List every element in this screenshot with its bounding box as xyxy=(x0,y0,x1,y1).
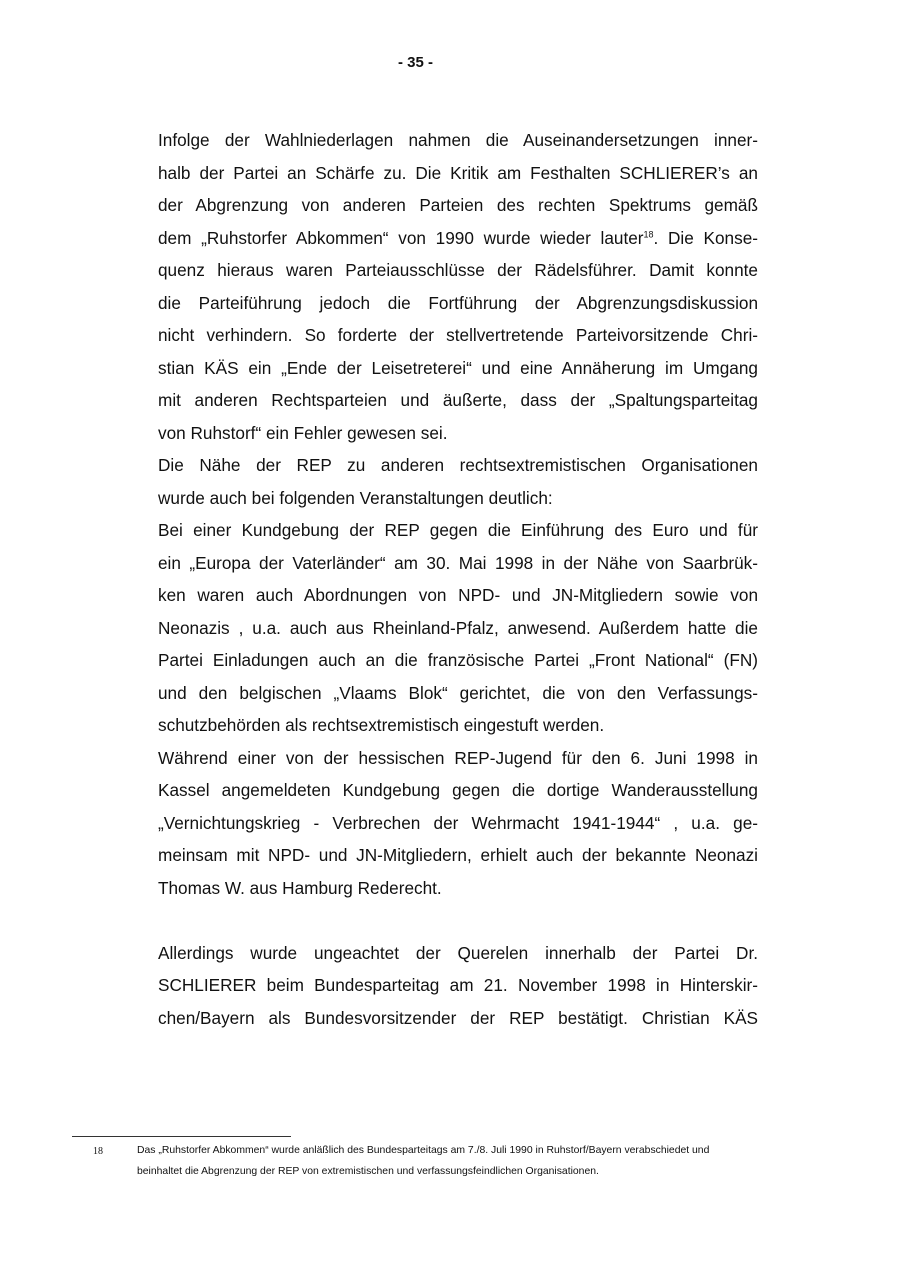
text-line: Infolge der Wahlniederlagen nahmen die Auseinandersetzungen inner- xyxy=(158,130,758,150)
footnote-number: 18 xyxy=(93,1146,103,1157)
text-line: halb der Partei an Schärfe zu. Die Kritik am Festhalten SCHLIERER’s an xyxy=(158,162,758,183)
text-line: Während einer von der hessischen REP-Jugend für den 6. Juni 1998 in xyxy=(158,747,758,768)
paragraph-spacer xyxy=(158,904,758,937)
text-line: Partei Einladungen auch an die französische Partei „Front National“ (FN) xyxy=(158,650,758,670)
text-line: ken waren auch Abordnungen von NPD- und JN-Mitgliedern sowie von xyxy=(158,585,758,605)
text-segment: dem „Ruhstorfer Abkommen“ von 1990 wurde wieder lauter xyxy=(158,227,644,248)
text-line: ein „Europa der Vaterländer“ am 30. Mai 1998 in der Nähe von Saarbrük- xyxy=(158,552,758,573)
text-line: Neonazis , u.a. auch aus Rheinland-Pfalz, anwesend. Außerdem hatte die xyxy=(158,617,758,638)
text-line: stian KÄS ein „Ende der Leisetreterei“ und eine Annäherung im Umgang xyxy=(158,357,758,378)
text-line: die Parteiführung jedoch die Fortführung der Abgrenzungsdiskussion xyxy=(158,292,758,313)
text-line: Bei einer Kundgebung der REP gegen die Einführung des Euro und für xyxy=(158,520,758,540)
footnote-line: beinhaltet die Abgrenzung der REP von extremistischen und verfassungsfeindlichen Organisationen. xyxy=(137,1166,599,1177)
text-line: Allerdings wurde ungeachtet der Querelen innerhalb der Partei Dr. xyxy=(158,942,758,963)
text-line: Thomas W. aus Hamburg Rederecht. xyxy=(158,877,442,898)
body-text xyxy=(158,124,758,1034)
text-line: nicht verhindern. So forderte der stellvertretende Parteivorsitzende Chri- xyxy=(158,325,758,345)
text-line: mit anderen Rechtsparteien und äußerte, dass der „Spaltungsparteitag xyxy=(158,390,758,410)
footnote-text xyxy=(137,1140,767,1182)
text-line: Kassel angemeldeten Kundgebung gegen die dortige Wanderausstellung xyxy=(158,780,758,800)
text-line: chen/Bayern als Bundesvorsitzender der REP bestätigt. Christian KÄS xyxy=(158,1007,758,1028)
footnote-line: Das „Ruhstorfer Abkommen“ wurde anläßlich des Bundesparteitags am 7./8. Juli 1990 in Ruhstorf/Bayern verabschiedet und xyxy=(137,1145,710,1156)
text-line: Die Nähe der REP zu anderen rechtsextremistischen Organisationen xyxy=(158,455,758,475)
text-line: „Vernichtungskrieg - Verbrechen der Wehrmacht 1941-1944“ , u.a. ge- xyxy=(158,812,758,833)
text-line: SCHLIERER beim Bundesparteitag am 21. November 1998 in Hinterskir- xyxy=(158,975,758,995)
page-number: - 35 - xyxy=(397,54,433,71)
text-line: wurde auch bei folgenden Veranstaltungen deutlich: xyxy=(158,487,553,508)
text-line: schutzbehörden als rechtsextremistisch eingestuft werden. xyxy=(158,715,605,735)
footnote-reference: 18 xyxy=(643,228,654,239)
text-line: und den belgischen „Vlaams Blok“ gerichtet, die von den Verfassungs- xyxy=(158,682,758,703)
text-segment: . Die Konse- xyxy=(653,227,758,248)
text-line xyxy=(158,222,758,255)
text-line: der Abgrenzung von anderen Parteien des rechten Spektrums gemäß xyxy=(158,195,758,215)
text-line: von Ruhstorf“ ein Fehler gewesen sei. xyxy=(158,422,448,443)
text-line: meinsam mit NPD- und JN-Mitgliedern, erhielt auch der bekannte Neonazi xyxy=(158,845,758,865)
text-line: quenz hieraus waren Parteiausschlüsse der Rädelsführer. Damit konnte xyxy=(158,260,758,280)
footnote-divider xyxy=(72,1136,291,1137)
